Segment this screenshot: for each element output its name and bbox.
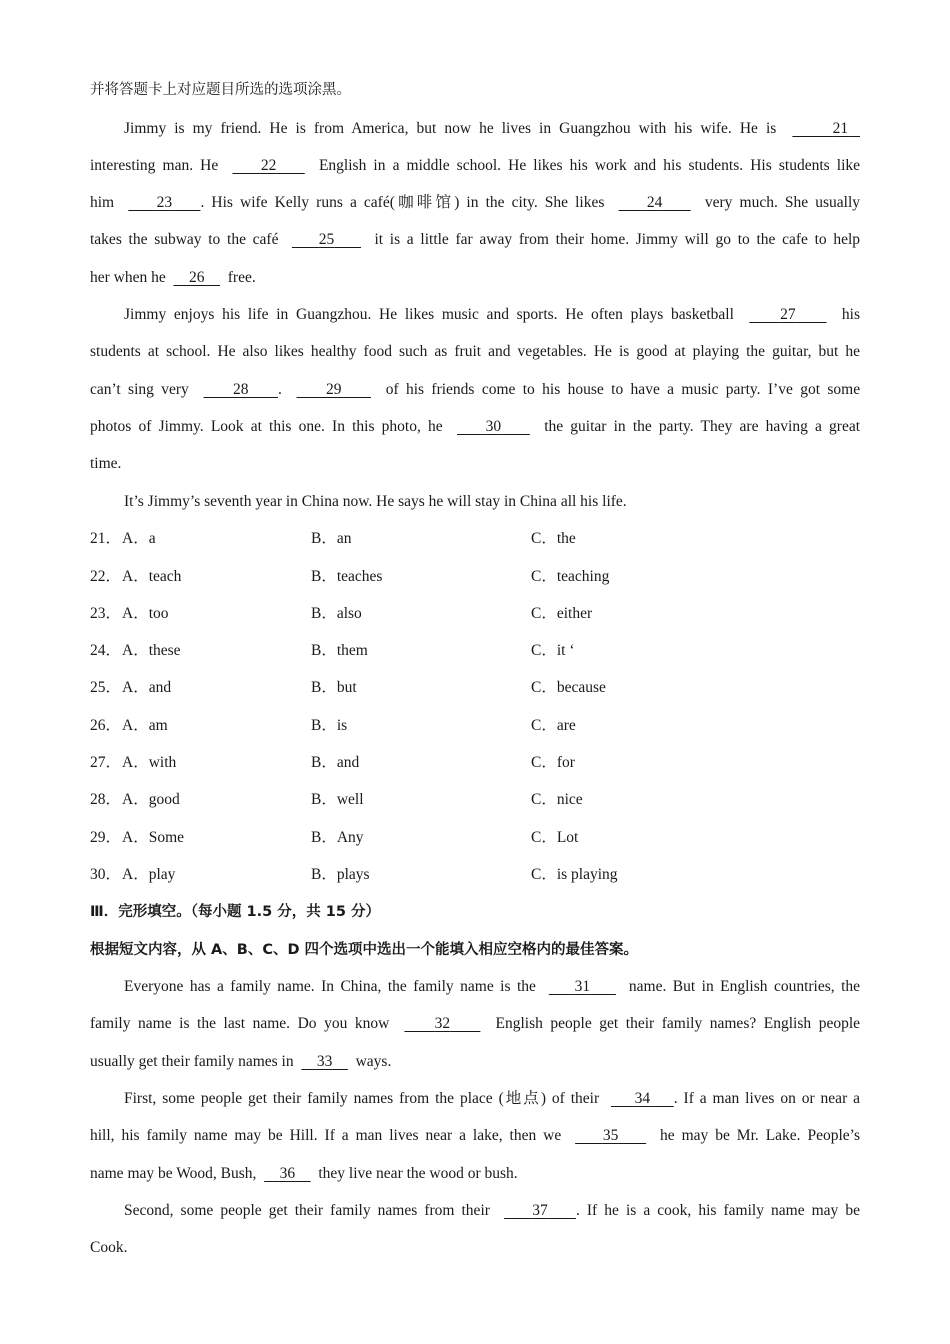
passage1-line7: students at school. He also likes healthy food such as fruit and vegetables. He is good at playing the guitar, but he <box>90 343 860 360</box>
passage1-line11: It’s Jimmy’s seventh year in China now. He says he will stay in China all his life. <box>124 493 627 510</box>
passage1-line4: takes the subway to the café 25 it is a little far away from their home. Jimmy will go to the cafe to help <box>90 231 861 248</box>
option-c[interactable]: C．Lot <box>531 829 579 846</box>
passage1-line2: interesting man. He 22 English in a middle school. He likes his work and his students. His students like <box>90 157 861 174</box>
blank-30[interactable]: 30 <box>485 418 502 435</box>
option-a[interactable]: A．too <box>122 605 169 622</box>
blank-26[interactable]: 26 <box>189 269 205 286</box>
option-c[interactable]: C．either <box>531 605 593 622</box>
passage2-line2: family name is the last name. Do you know 32 English people get their family names? English people <box>90 1015 861 1032</box>
option-a[interactable]: A．a <box>122 530 156 547</box>
section3-instructions: 根据短文内容，从 A、B、C、D 四个选项中选出一个能填入相应空格内的最佳答案。 <box>90 942 639 958</box>
option-b[interactable]: B．and <box>311 754 360 771</box>
passage1-line1: Jimmy is my friend. He is from America, but now he lives in Guangzhou with his wife. He is 21 <box>124 119 860 139</box>
option-a[interactable]: A．with <box>122 754 177 771</box>
option-c[interactable]: C．nice <box>531 791 583 808</box>
passage1-line5: her when he 26 free. <box>90 269 256 286</box>
section3-title: Ⅲ．完形填空。（每小题 1.5 分，共 15 分） <box>90 904 381 920</box>
blank-27[interactable]: 27 <box>780 306 796 323</box>
question-number: 28． <box>90 791 122 808</box>
intro-line: 并将答题卡上对应题目所选的选项涂黑。 <box>90 82 351 98</box>
question-number: 21． <box>90 530 122 547</box>
option-a[interactable]: A．these <box>122 642 181 659</box>
option-a[interactable]: A．Some <box>122 829 185 846</box>
option-c[interactable]: C．it ‘ <box>531 642 575 659</box>
blank-28[interactable]: 28 <box>233 381 249 398</box>
passage1-line3: him 23 . His wife Kelly runs a café(咖啡馆) in the city. She likes 24 very much. She usually <box>90 194 861 211</box>
blank-29[interactable]: 29 <box>326 381 342 398</box>
question-number: 23． <box>90 605 122 622</box>
option-c[interactable]: C．teaching <box>531 568 610 585</box>
option-b[interactable]: B．plays <box>311 866 370 883</box>
passage2-line3: usually get their family names in 33 ways. <box>90 1053 392 1070</box>
blank-32[interactable]: 32 <box>434 1015 451 1032</box>
option-c[interactable]: C．is playing <box>531 866 618 883</box>
passage2-line6: name may be Wood, Bush, 36 they live near the wood or bush. <box>90 1165 518 1182</box>
option-a[interactable]: A．good <box>122 791 180 808</box>
question-number: 22． <box>90 568 122 585</box>
option-c[interactable]: C．the <box>531 530 576 547</box>
passage1-line10: time. <box>90 455 122 472</box>
question-number: 29． <box>90 829 122 846</box>
blank-21[interactable]: 21 <box>832 120 849 137</box>
option-a[interactable]: A．and <box>122 679 172 696</box>
passage2-line8: Cook. <box>90 1239 128 1256</box>
blank-24[interactable]: 24 <box>646 194 663 211</box>
option-a[interactable]: A．play <box>122 866 176 883</box>
passage2-line4: First, some people get their family names from the place (地点) of their 34 . If a man lives on or near a <box>124 1090 861 1107</box>
passage1-line6: Jimmy enjoys his life in Guangzhou. He likes music and sports. He often plays basketball 27 his <box>124 306 861 323</box>
question-number: 24． <box>90 642 122 659</box>
option-b[interactable]: B．teaches <box>311 568 383 585</box>
blank-25[interactable]: 25 <box>318 231 335 248</box>
option-b[interactable]: B．but <box>311 679 357 696</box>
option-c[interactable]: C．because <box>531 679 606 696</box>
option-b[interactable]: B．well <box>311 791 364 808</box>
option-b[interactable]: B．also <box>311 605 362 622</box>
blank-37[interactable]: 37 <box>532 1202 548 1219</box>
option-b[interactable]: B．Any <box>311 829 364 846</box>
passage2-line1: Everyone has a family name. In China, the family name is the 31 name. But in English countries, the <box>124 978 861 995</box>
question-number: 25． <box>90 679 122 696</box>
blank-31[interactable]: 31 <box>574 978 591 995</box>
option-c[interactable]: C．for <box>531 754 575 771</box>
option-b[interactable]: B．an <box>311 530 352 547</box>
passage1-line8: can’t sing very 28 . 29 of his friends come to his house to have a music party. I’ve got some <box>90 381 861 398</box>
option-b[interactable]: B．is <box>311 717 348 734</box>
blank-35[interactable]: 35 <box>602 1127 619 1144</box>
passage2-line5: hill, his family name may be Hill. If a man lives near a lake, then we 35 he may be Mr. Lake. People’s <box>90 1127 861 1144</box>
option-c[interactable]: C．are <box>531 717 576 734</box>
blank-36[interactable]: 36 <box>279 1165 296 1182</box>
blank-33[interactable]: 33 <box>316 1053 333 1070</box>
blank-22[interactable]: 22 <box>260 157 277 174</box>
question-number: 27． <box>90 754 122 771</box>
passage1-line9: photos of Jimmy. Look at this one. In this photo, he 30 the guitar in the party. They are having a great <box>90 418 861 435</box>
option-a[interactable]: A．am <box>122 717 168 734</box>
passage2-line7: Second, some people get their family names from their 37 . If he is a cook, his family name may be <box>124 1202 860 1219</box>
question-number: 26． <box>90 717 122 734</box>
blank-23[interactable]: 23 <box>156 194 173 211</box>
blank-34[interactable]: 34 <box>634 1090 651 1107</box>
question-number: 30． <box>90 866 122 883</box>
option-a[interactable]: A．teach <box>122 568 182 585</box>
option-b[interactable]: B．them <box>311 642 368 659</box>
